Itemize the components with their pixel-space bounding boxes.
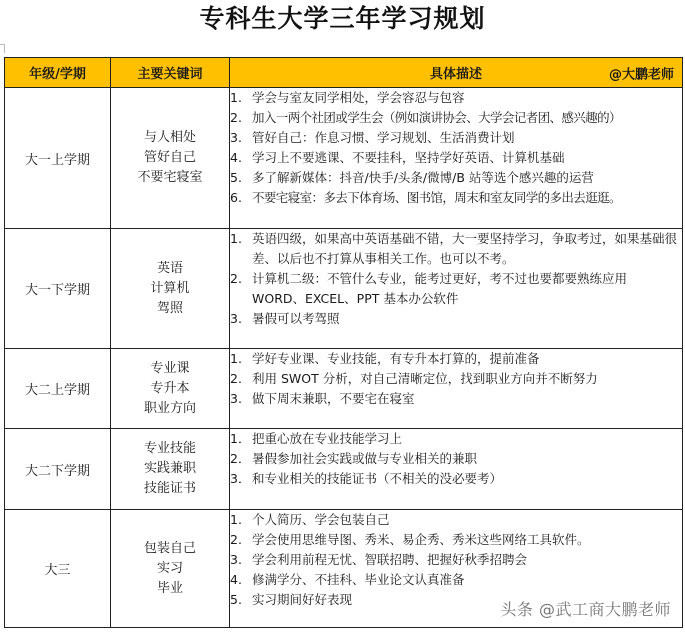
list-item [230, 269, 682, 309]
item-number: 1. [230, 351, 242, 366]
keyword: 专升本 [150, 380, 190, 396]
keyword: 实践兼职 [143, 461, 196, 476]
description-list [230, 510, 682, 610]
list-item [230, 530, 682, 550]
study-plan-table [4, 57, 683, 628]
term-cell: 大一下学期 [5, 229, 111, 349]
list-item [230, 188, 682, 208]
page-title: 专科生大学三年学习规划 [199, 4, 486, 33]
keyword: 专业技能 [143, 441, 196, 456]
list-item [230, 148, 682, 168]
description-cell [230, 88, 683, 229]
description-cell [230, 229, 683, 349]
item-number: 2. [230, 371, 242, 386]
item-text: 做下周末兼职，不要宅在寝室 [252, 391, 415, 406]
keywords-cell [111, 510, 230, 628]
header-description [230, 58, 683, 88]
item-text: 学好专业课、专业技能，有专升本打算的，提前准备 [252, 351, 540, 366]
list-item [230, 550, 682, 570]
term-cell: 大二下学期 [5, 429, 111, 510]
watermark: 头条 @武工商大鹏老师 [500, 600, 671, 619]
keyword: 专业课 [150, 360, 190, 376]
description-cell [230, 349, 683, 429]
item-number: 6. [230, 190, 242, 205]
list-item [230, 128, 682, 148]
item-number: 3． [230, 471, 251, 486]
keyword: 毕业 [156, 580, 183, 596]
item-text: 学会与室友同学相处，学会容忍与包容 [252, 90, 465, 105]
list-item [230, 309, 682, 329]
keyword: 与人相处 [143, 130, 196, 145]
list-item [230, 449, 682, 469]
keyword: 英语 [156, 260, 183, 276]
list-item [230, 429, 682, 449]
list-item [230, 510, 682, 530]
term-cell: 大三 [5, 510, 111, 628]
list-item [230, 570, 682, 590]
keyword: 计算机 [150, 280, 190, 296]
keywords-cell [111, 349, 230, 429]
list-item [230, 168, 682, 188]
item-text: 学会利用前程无忧、智联招聘、把握好秋季招聘会 [252, 552, 528, 567]
item-text: 暑假参加社会实践或做与专业相关的兼职 [252, 451, 478, 466]
cell-corner-marker [0, 44, 5, 53]
item-number: 3. [230, 311, 242, 326]
list-item [230, 108, 682, 128]
item-number: 2． [230, 451, 251, 466]
item-text: 实习期间好好表现 [252, 592, 353, 607]
description-list [230, 349, 682, 409]
keyword: 不要宅寝室 [137, 170, 203, 185]
description-list [230, 229, 682, 329]
list-item [230, 389, 682, 409]
item-number: 4. [230, 150, 242, 165]
header-credit: @大鹏老师 [608, 67, 674, 82]
item-number: 3. [230, 552, 242, 567]
header-keywords: 主要关键词 [111, 58, 230, 88]
item-number: 3. [230, 130, 242, 145]
item-text: 利用 SWOT 分析，对自己清晰定位，找到职业方向并不断努力 [252, 371, 598, 386]
item-number: 1. [230, 512, 242, 527]
header-description-label: 具体描述 [429, 67, 482, 82]
description-list [230, 429, 682, 489]
item-number: 4. [230, 572, 242, 587]
item-text: 不要宅寝室：多去下体育场、图书馆，周末和室友同学的多出去逛逛。 [252, 190, 621, 205]
list-item [230, 88, 682, 108]
keyword: 技能证书 [143, 481, 196, 496]
item-text: 管好自己：作息习惯、学习规划、生活消费计划 [252, 130, 515, 145]
list-item [230, 349, 682, 369]
list-item [230, 369, 682, 389]
item-text: 暑假可以考驾照 [252, 311, 340, 326]
item-text: 英语四级，如果高中英语基础不错，大一要坚持学习，争取考过，如果基础很差、以后也不打算从事相关工作。也可以不考。 [252, 231, 678, 266]
keyword: 实习 [156, 560, 183, 576]
description-list [230, 88, 682, 208]
item-number: 5. [230, 592, 242, 607]
term-cell: 大二上学期 [5, 349, 111, 429]
header-term: 年级/学期 [5, 58, 111, 88]
keyword: 包装自己 [143, 540, 196, 556]
item-text: 修满学分、不挂科、毕业论文认真准备 [252, 572, 465, 587]
item-number: 1. [230, 231, 242, 246]
item-number: 3. [230, 391, 242, 406]
item-text: 加入一两个社团或学生会（例如演讲协会、大学会记者团、感兴趣的） [252, 110, 621, 125]
keyword: 职业方向 [143, 400, 196, 416]
item-number: 1. [230, 90, 242, 105]
keyword: 管好自己 [143, 150, 196, 165]
item-number: 1． [230, 431, 251, 446]
item-text: 学会使用思维导图、秀米、易企秀、秀米这些网络工具软件。 [252, 532, 590, 547]
keywords-cell [111, 229, 230, 349]
item-number: 2. [230, 532, 242, 547]
table-row [5, 429, 683, 510]
table-header-row [5, 58, 683, 88]
list-item [230, 229, 682, 269]
table-row [5, 88, 683, 229]
table-row [5, 229, 683, 349]
item-text: 个人简历、学会包装自己 [252, 512, 390, 527]
term-cell: 大一上学期 [5, 88, 111, 229]
item-number: 2. [230, 110, 242, 125]
item-text: 计算机二级：不管什么专业，能考过更好，考不过也要都要熟练应用 WORD、EXCEL、PPT 基本办公软件 [252, 271, 628, 306]
keywords-cell [111, 88, 230, 229]
item-text: 把重心放在专业技能学习上 [252, 431, 403, 446]
keywords-cell [111, 429, 230, 510]
keyword: 驾照 [156, 300, 183, 316]
item-text: 多了解新媒体：抖音/快手/头条/微博/B 站等选个感兴趣的运营 [252, 170, 594, 185]
description-cell [230, 429, 683, 510]
list-item [230, 469, 682, 489]
item-number: 5. [230, 170, 242, 185]
item-text: 和专业相关的技能证书（不相关的没必要考） [252, 471, 503, 486]
table-row [5, 349, 683, 429]
item-text: 学习上不要逃课、不要挂科，坚持学好英语、计算机基础 [252, 150, 565, 165]
item-number: 2. [230, 271, 242, 286]
